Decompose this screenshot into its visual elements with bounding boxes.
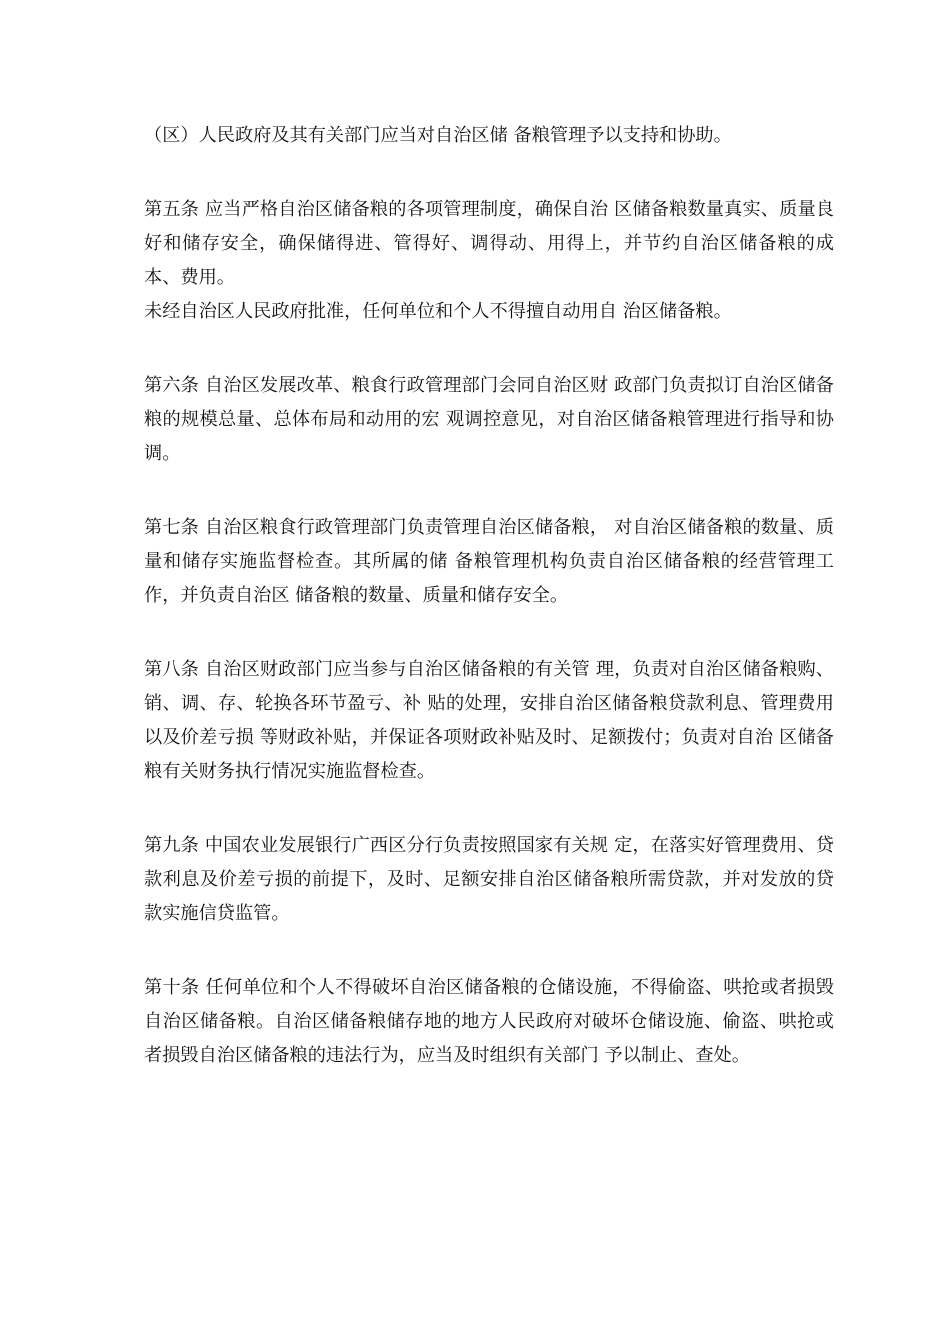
- document-body: [144, 119, 834, 1113]
- paragraph-intro: （区）人民政府及其有关部门应当对自治区储 备粮管理予以支持和协助。: [144, 125, 732, 146]
- paragraph-article-10: 第十条 任何单位和个人不得破坏自治区储备粮的仓储设施，不得偷盗、哄抢或者损毁自治区储备粮。自治区储备粮储存地的地方人民政府对破坏仓储设施、偷盗、哄抢或者损毁自治区储备粮的违法行为，应当及时组织有关部门 予以制止、查处。: [144, 977, 834, 1066]
- paragraph-article-8: 第八条 自治区财政部门应当参与自治区储备粮的有关管 理，负责对自治区储备粮购、销、调、存、轮换各环节盈亏、补 贴的处理，安排自治区储备粮贷款利息、管理费用以及价差亏损 等财政补贴，并保证各项财政补贴及时、足额拨付；负责对自治 区储备粮有关财务执行情况实施监督检查。: [144, 659, 834, 782]
- paragraph-article-5-note: 未经自治区人民政府批准，任何单位和个人不得擅自动用自 治区储备粮。: [144, 301, 732, 322]
- paragraph-article-5: 第五条 应当严格自治区储备粮的各项管理制度，确保自治 区储备粮数量真实、质量良好和储存安全，确保储得进、管得好、调得动、用得上，并节约自治区储备粮的成本、费用。: [144, 199, 834, 288]
- paragraph-article-6: 第六条 自治区发展改革、粮食行政管理部门会同自治区财 政部门负责拟订自治区储备粮的规模总量、总体布局和动用的宏 观调控意见，对自治区储备粮管理进行指导和协调。: [144, 375, 834, 464]
- paragraph-article-9: 第九条 中国农业发展银行广西区分行负责按照国家有关规 定，在落实好管理费用、贷款利息及价差亏损的前提下，及时、足额安排自治区储备粮所需贷款，并对发放的贷款实施信贷监管。: [144, 835, 834, 924]
- paragraph-article-7: 第七条 自治区粮食行政管理部门负责管理自治区储备粮， 对自治区储备粮的数量、质量和储存实施监督检查。其所属的储 备粮管理机构负责自治区储备粮的经营管理工作，并负责自治区 储备粮的数量、质量和储存安全。: [144, 517, 834, 606]
